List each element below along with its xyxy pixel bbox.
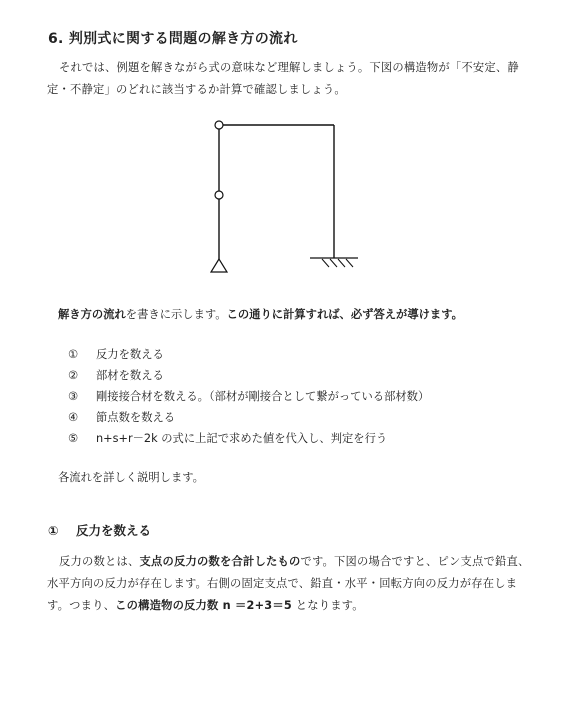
subsection-title: 反力を数える — [76, 523, 152, 538]
reaction-text-3: す。つまり、 — [47, 599, 116, 612]
list-item — [68, 407, 429, 428]
subsection-number: ① — [48, 523, 59, 538]
step-number: ② — [68, 369, 79, 382]
step-number: ③ — [68, 390, 79, 403]
reaction-paragraph — [47, 551, 547, 617]
reaction-text-1: 反力の数とは、 — [59, 555, 140, 568]
step-text: 節点数を数える — [96, 411, 176, 424]
step-text: 剛接接合材を数える。（部材が剛接合として繋がっている部材数） — [96, 390, 430, 403]
list-item — [68, 386, 429, 407]
reaction-line-3 — [47, 595, 547, 617]
reaction-text-2: です。下図の場合ですと、ピン支点で鉛直、 — [300, 555, 530, 568]
step-text: 部材を数える — [96, 369, 164, 382]
list-item — [68, 428, 429, 449]
step-number: ① — [68, 348, 79, 361]
steps-list — [68, 344, 429, 449]
list-item — [68, 365, 429, 386]
reaction-line-1 — [47, 551, 547, 573]
section-title: 6. 判別式に関する問題の解き方の流れ — [48, 31, 298, 47]
reaction-bold-1: 支点の反力の数を合計したもの — [139, 555, 301, 568]
reaction-text-4: となります。 — [291, 599, 364, 612]
list-item — [68, 344, 429, 365]
step-text: 反力を数える — [96, 348, 164, 361]
intro-line-1: それでは、例題を解きながら式の意味など理解しましょう。下図の構造物が「不安定、静 — [59, 61, 519, 74]
reaction-line-2: 水平方向の反力が存在します。右側の固定支点で、鉛直・水平・回転方向の反力が存在しま — [47, 577, 518, 590]
flow-lead-bold-2: この通りに計算すれば、必ず答えが導けます。 — [226, 308, 463, 321]
flow-lead-bold-1: 解き方の流れ — [58, 308, 126, 321]
pin-support — [211, 259, 227, 272]
flow-lead — [58, 306, 463, 322]
step-text: n+s+r－2k の式に上記で求めた値を代入し、判定を行う — [96, 432, 388, 445]
step-number: ⑤ — [68, 432, 79, 445]
top-hinge-node — [215, 121, 223, 129]
fixed-support — [310, 258, 358, 267]
middle-hinge-node — [215, 191, 223, 199]
reaction-bold-2: この構造物の反力数 n ＝2+3＝5 — [115, 599, 292, 612]
subsection-heading — [48, 521, 151, 539]
flow-lead-text: を書きに示します。 — [125, 308, 227, 321]
flow-summary: 各流れを詳しく説明します。 — [58, 471, 204, 484]
intro-line-2: 定・不静定」のどれに該当するか計算で確認しましょう。 — [47, 83, 346, 96]
step-number: ④ — [68, 411, 79, 424]
